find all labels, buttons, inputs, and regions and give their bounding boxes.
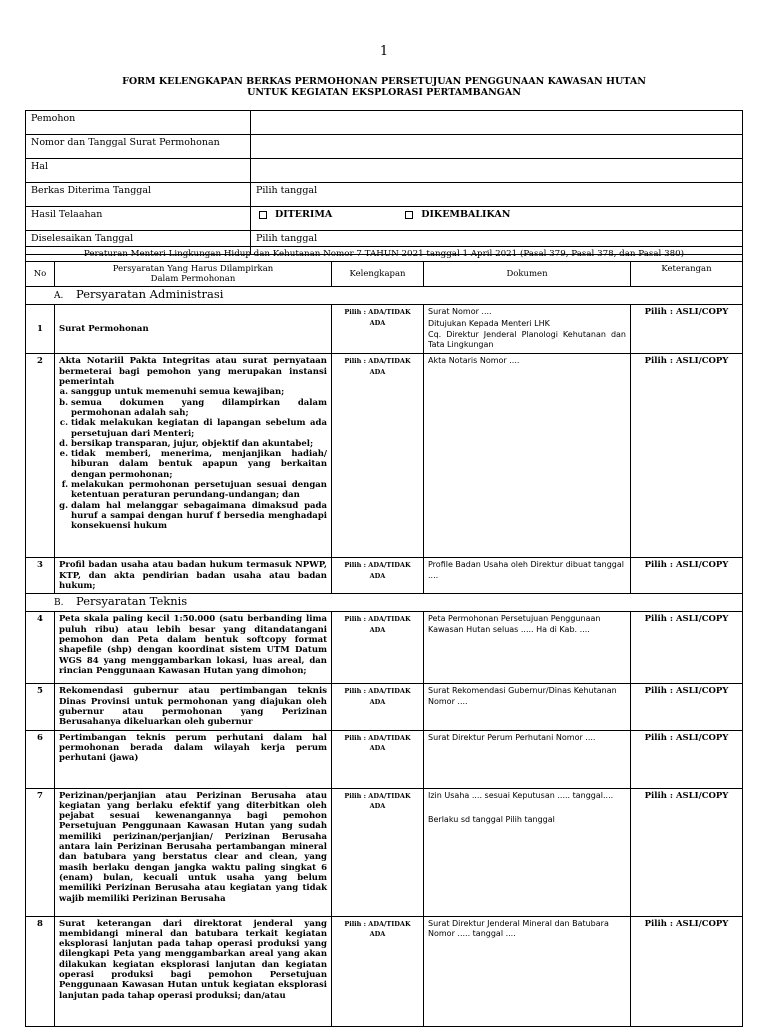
row-1-kelengkapan-select[interactable]: Pilih : ADA/TIDAK ADA [332,305,424,354]
row-4-requirement: Peta skala paling kecil 1:50.000 (satu berbanding lima puluh ribu) atau lebih besar yang ditandatangani pemohon dan Peta dalam bentuk softcopy format shapefile (shp) dengan koordinat sistem UTM Datum WGS 84 yang menggambarkan lokasi, luas areal, dan rincian Penggunaan Kawasan Hutan yang dimohon; [55,612,332,684]
row-1-dokumen-line-3: Cq. Direktur Jenderal Planologi Kehutanan dan Tata Lingkungan [428,329,626,350]
row-5-requirement: Rekomendasi gubernur atau pertimbangan teknis Dinas Provinsi untuk permohonan yang diajukan oleh gubernur atau permohonan yang Perizinan Berusahanya dikeluarkan oleh gubernur [55,684,332,730]
row-2-requirement [55,354,332,558]
header-keterangan: Keterangan [631,262,743,287]
row-3-keterangan-select[interactable]: Pilih : ASLI/COPY [631,558,743,594]
row-1-no: 1 [26,305,55,354]
checkbox-label-diterima: DITERIMA [275,209,333,220]
info-row-hasil-telaahan [26,207,743,231]
row-2-item-e: e. tidak memberi, menerima, menjanjikan hadiah/ hiburan dalam bentuk apapun yang berkaitan dengan permohonan; [71,449,327,480]
row-2-item-b: b. semua dokumen yang dilampirkan dalam permohonan adalah sah; [71,398,327,419]
row-8-requirement: Surat keterangan dari direktorat jenderal yang membidangi mineral dan batubara terkait kegiatan eksplorasi lanjutan pada tahap operasi produksi yang dilengkapi Peta yang menggambarkan areal yang akan dilakukan kegiatan eksplorasi lanjutan dan kegiatan operasi produksi bagi pemohon Persetujuan Penggunaan Kawasan Hutan untuk kegiatan eksplorasi lanjutan pada tahap operasi produksi; dan/atau [55,916,332,1026]
field-hal[interactable] [251,159,743,183]
row-4-keterangan-select[interactable]: Pilih : ASLI/COPY [631,612,743,684]
field-hasil-telaahan [251,207,743,231]
row-2 [26,354,743,558]
info-row-hal [26,159,743,183]
section-a-title [26,287,743,305]
section-a-row [26,287,743,305]
label-hal: Hal [26,159,251,183]
regulation-text: Peraturan Menteri Lingkungan Hidup dan Kehutanan Nomor 7 TAHUN 2021 tanggal 1 April 2021 (Pasal 379, Pasal 378, dan Pasal 380) [26,247,743,262]
row-1-dokumen[interactable] [424,305,631,354]
label-nomor-surat: Nomor dan Tanggal Surat Permohonan [26,135,251,159]
form-title-line-1: FORM KELENGKAPAN BERKAS PERMOHONAN PERSETUJUAN PENGGUNAAN KAWASAN HUTAN [122,76,646,87]
row-2-kelengkapan-select[interactable]: Pilih : ADA/TIDAK ADA [332,354,424,558]
header-no: No [26,262,55,287]
row-4-kelengkapan-select[interactable]: Pilih : ADA/TIDAK ADA [332,612,424,684]
row-6-no: 6 [26,730,55,788]
row-8-keterangan-select[interactable]: Pilih : ASLI/COPY [631,916,743,1026]
row-4-no: 4 [26,612,55,684]
requirements-table [25,246,743,1027]
checkbox-dikembalikan[interactable] [405,211,413,219]
row-7 [26,788,743,916]
row-3-dokumen[interactable]: Profile Badan Usaha oleh Direktur dibuat tanggal .... [424,558,631,594]
row-1-requirement: Surat Permohonan [55,305,332,354]
row-2-no: 2 [26,354,55,558]
row-6-kelengkapan-select[interactable]: Pilih : ADA/TIDAK ADA [332,730,424,788]
row-5-kelengkapan-select[interactable]: Pilih : ADA/TIDAK ADA [332,684,424,730]
section-b-label: Persyaratan Teknis [76,594,188,609]
row-5 [26,684,743,730]
row-2-item-d: d. bersikap transparan, jujur, objektif dan akuntabel; [71,439,327,449]
section-a-label: Persyaratan Administrasi [76,287,224,302]
info-row-nomor-surat [26,135,743,159]
date-picker-berkas-diterima[interactable]: Pilih tanggal [251,183,743,207]
section-b-title [26,594,743,612]
checkbox-label-dikembalikan: DIKEMBALIKAN [421,209,511,220]
row-4 [26,612,743,684]
row-4-dokumen[interactable]: Peta Permohonan Persetujuan Penggunaan Kawasan Hutan seluas ..... Ha di Kab. .... [424,612,631,684]
row-6-dokumen[interactable]: Surat Direktur Perum Perhutani Nomor .... [424,730,631,788]
row-2-item-f: f. melakukan permohonan persetujuan sesuai dengan ketentuan peraturan perundang-undangan; dan [71,480,327,501]
row-2-requirement-intro: Akta Notariil Pakta Integritas atau surat pernyataan bermeterai bagi pemohon yang merupakan instansi pemerintah [59,356,327,388]
row-3-kelengkapan-select[interactable]: Pilih : ADA/TIDAK ADA [332,558,424,594]
row-5-no: 5 [26,684,55,730]
row-8-dokumen[interactable]: Surat Direktur Jenderal Mineral dan Batubara Nomor ..... tanggal .... [424,916,631,1026]
info-row-berkas-diterima [26,183,743,207]
regulation-row [26,247,743,262]
section-b-letter: B. [54,598,64,609]
row-2-item-a: a. sanggup untuk memenuhi semua kewajiban; [71,387,327,397]
row-2-requirement-list [59,387,327,531]
field-nomor-surat[interactable] [251,135,743,159]
row-8-kelengkapan-select[interactable]: Pilih : ADA/TIDAK ADA [332,916,424,1026]
row-1-dokumen-line-1: Surat Nomor .... [428,307,492,317]
checkbox-diterima[interactable] [259,211,267,219]
date-picker-diselesaikan[interactable]: Pilih tanggal [251,231,743,255]
header-kelengkapan: Kelengkapan [332,262,424,287]
form-title-line-2: UNTUK KEGIATAN EKSPLORASI PERTAMBANGAN [247,87,521,98]
row-7-keterangan-select[interactable]: Pilih : ASLI/COPY [631,788,743,916]
section-a-letter: A. [54,291,64,302]
row-7-dokumen-line-2: Berlaku sd tanggal Pilih tanggal [428,814,555,824]
row-3-no: 3 [26,558,55,594]
row-3-requirement: Profil badan usaha atau badan hukum termasuk NPWP, KTP, dan akta pendirian badan usaha atau badan hukum; [55,558,332,594]
row-2-item-c: c. tidak melakukan kegiatan di lapangan sebelum ada persetujuan dari Menteri; [71,418,327,439]
header-requirement [55,262,332,287]
row-7-kelengkapan-select[interactable]: Pilih : ADA/TIDAK ADA [332,788,424,916]
row-6-keterangan-select[interactable]: Pilih : ASLI/COPY [631,730,743,788]
row-1-keterangan-select[interactable]: Pilih : ASLI/COPY [631,305,743,354]
row-5-dokumen[interactable]: Surat Rekomendasi Gubernur/Dinas Kehutanan Nomor .... [424,684,631,730]
applicant-info-table [25,110,743,255]
header-requirement-line-1: Persyaratan Yang Harus Dilampirkan [112,264,274,275]
page-number: 1 [379,44,389,59]
row-8 [26,916,743,1026]
row-7-no: 7 [26,788,55,916]
row-7-requirement: Perizinan/perjanjian atau Perizinan Berusaha atau kegiatan yang berlaku efektif yang diterbitkan oleh pejabat sesuai kewenangannya bagi pemohon Persetujuan Penggunaan Kawasan Hutan yang sudah memiliki perizinan/perjanjian/ Perizinan Berusaha antara lain Perizinan Berusaha pertambangan mineral dan batubara yang berstatus clear and clean, yang masih berlaku dengan jangka waktu paling singkat 6 (enam) bulan, kecuali untuk usaha yang belum memiliki Perizinan Berusaha atau kegiatan yang tidak wajib memiliki Perizinan Berusaha [55,788,332,916]
row-8-no: 8 [26,916,55,1026]
header-row [26,262,743,287]
row-7-dokumen[interactable] [424,788,631,916]
header-requirement-line-2: Dalam Permohonan [150,274,236,285]
row-6-requirement: Pertimbangan teknis perum perhutani dalam hal permohonan berada dalam wilayah kerja perum perhutani (jawa) [55,730,332,788]
label-diselesaikan: Diselesaikan Tanggal [26,231,251,255]
info-row-pemohon [26,111,743,135]
row-1-dokumen-line-2: Ditujukan Kepada Menteri LHK [428,318,550,328]
label-hasil-telaahan: Hasil Telaahan [26,207,251,231]
row-2-keterangan-select[interactable]: Pilih : ASLI/COPY [631,354,743,558]
row-2-item-g: g. dalam hal melanggar sebagaimana dimaksud pada huruf a sampai dengan huruf f bersedia menghadapi konsekuensi hukum [71,501,327,532]
form-title [0,76,768,98]
label-pemohon: Pemohon [26,111,251,135]
label-berkas-diterima: Berkas Diterima Tanggal [26,183,251,207]
row-1 [26,305,743,354]
section-b-row [26,594,743,612]
row-7-dokumen-line-1: Izin Usaha .... sesuai Keputusan ..... tanggal.... [428,790,614,800]
row-2-dokumen[interactable]: Akta Notaris Nomor .... [424,354,631,558]
field-pemohon[interactable] [251,111,743,135]
row-6 [26,730,743,788]
header-dokumen: Dokumen [424,262,631,287]
row-3 [26,558,743,594]
row-5-keterangan-select[interactable]: Pilih : ASLI/COPY [631,684,743,730]
